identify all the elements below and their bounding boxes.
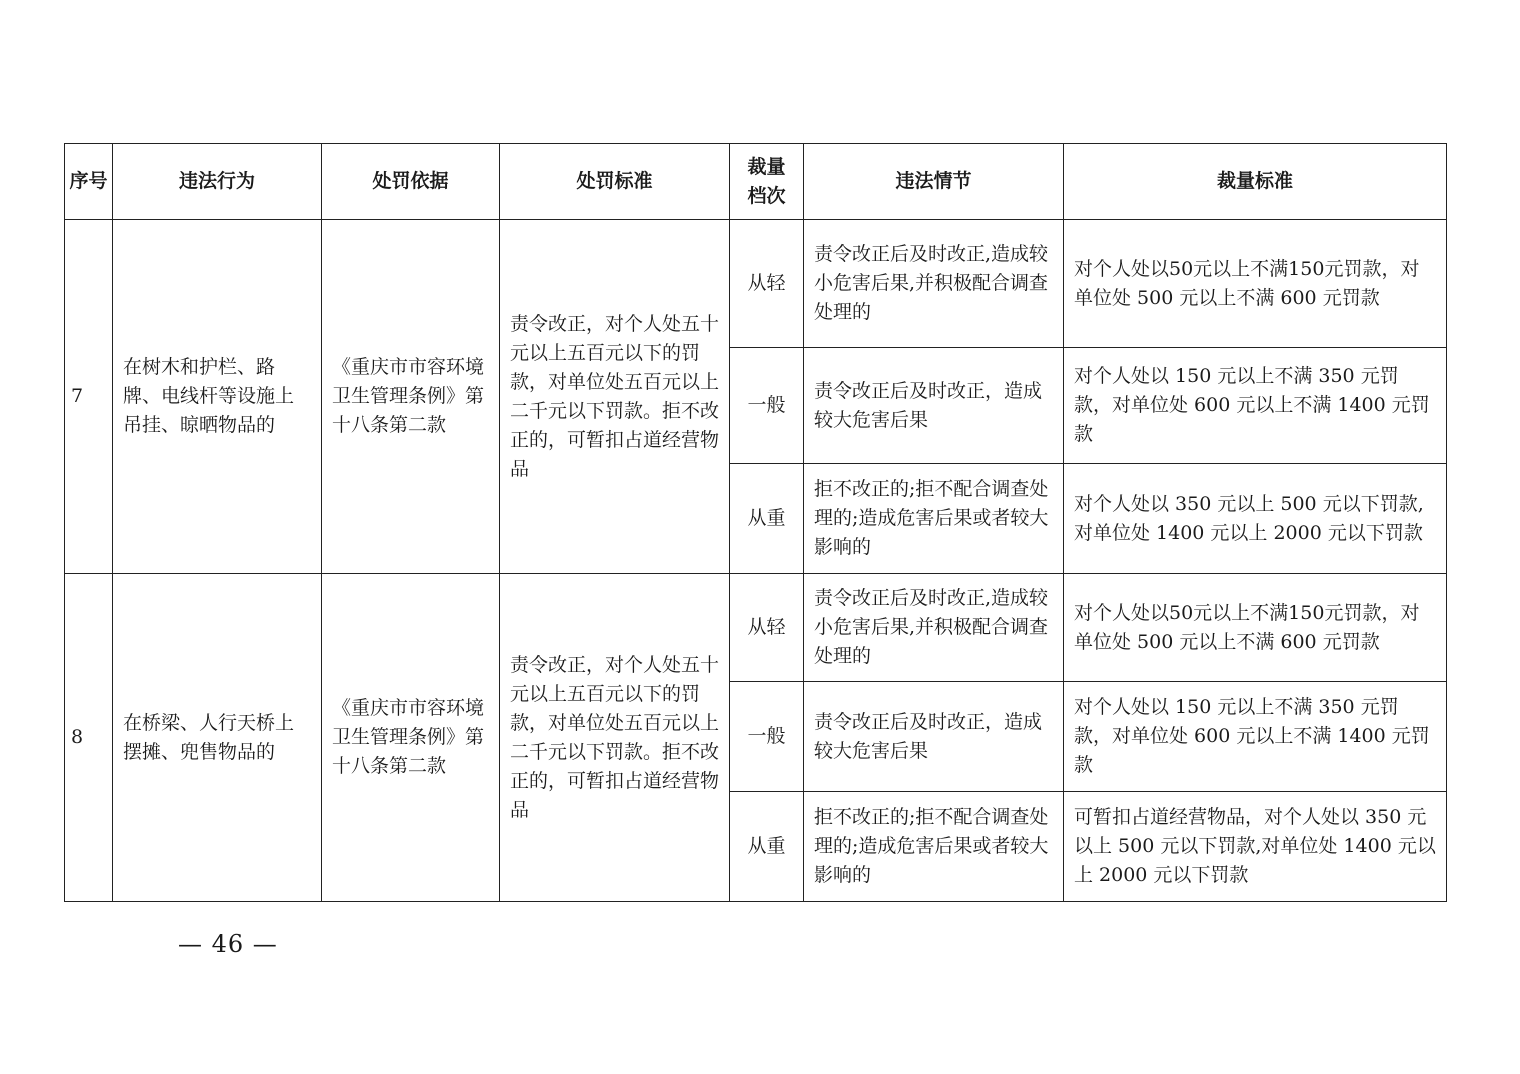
tier-level: 从轻: [730, 220, 804, 348]
tier-discretion: 对个人处以 150 元以上不满 350 元罚款，对单位处 600 元以上不满 1400 元罚款: [1064, 682, 1447, 792]
row-seq: 8: [65, 574, 113, 902]
tier-discretion: 对个人处以50元以上不满150元罚款，对单位处 500 元以上不满 600 元罚款: [1064, 574, 1447, 682]
row-seq: 7: [65, 220, 113, 574]
header-circumstance: 违法情节: [804, 144, 1064, 220]
tier-level: 从重: [730, 464, 804, 574]
tier-level: 一般: [730, 682, 804, 792]
row-basis: 《重庆市市容环境卫生管理条例》第十八条第二款: [322, 220, 500, 574]
table-header-row: [65, 144, 1447, 220]
tier-circumstance: 责令改正后及时改正,造成较小危害后果,并积极配合调查处理的: [804, 574, 1064, 682]
tier-level: 从重: [730, 792, 804, 902]
tier-level: 从轻: [730, 574, 804, 682]
tier-circumstance: 责令改正后及时改正,造成较小危害后果,并积极配合调查处理的: [804, 220, 1064, 348]
tier-circumstance: 责令改正后及时改正，造成较大危害后果: [804, 348, 1064, 464]
row-behavior: 在树木和护栏、路牌、电线杆等设施上吊挂、晾晒物品的: [113, 220, 322, 574]
header-level-line1: 裁量: [747, 155, 786, 178]
header-basis: 处罚依据: [322, 144, 500, 220]
tier-circumstance: 责令改正后及时改正，造成较大危害后果: [804, 682, 1064, 792]
header-seq: 序号: [65, 144, 113, 220]
row-behavior: 在桥梁、人行天桥上摆摊、兜售物品的: [113, 574, 322, 902]
header-behavior: 违法行为: [113, 144, 322, 220]
penalty-table: [64, 143, 1447, 902]
table-row: [65, 220, 1447, 348]
row-standard: 责令改正，对个人处五十元以上五百元以下的罚款，对单位处五百元以上二千元以下罚款。拒不改正的，可暂扣占道经营物品: [500, 220, 730, 574]
header-level: [730, 144, 804, 220]
header-standard: 处罚标准: [500, 144, 730, 220]
tier-discretion: 可暂扣占道经营物品，对个人处以 350 元以上 500 元以下罚款,对单位处 1400 元以上 2000 元以下罚款: [1064, 792, 1447, 902]
tier-discretion: 对个人处以50元以上不满150元罚款，对单位处 500 元以上不满 600 元罚款: [1064, 220, 1447, 348]
tier-discretion: 对个人处以 150 元以上不满 350 元罚款，对单位处 600 元以上不满 1400 元罚款: [1064, 348, 1447, 464]
tier-circumstance: 拒不改正的;拒不配合调查处理的;造成危害后果或者较大影响的: [804, 792, 1064, 902]
tier-level: 一般: [730, 348, 804, 464]
header-discretion: 裁量标准: [1064, 144, 1447, 220]
header-level-line2: 档次: [747, 184, 786, 207]
row-standard: 责令改正，对个人处五十元以上五百元以下的罚款，对单位处五百元以上二千元以下罚款。拒不改正的，可暂扣占道经营物品: [500, 574, 730, 902]
page-number: — 46 —: [178, 930, 278, 958]
tier-discretion: 对个人处以 350 元以上 500 元以下罚款,对单位处 1400 元以上 2000 元以下罚款: [1064, 464, 1447, 574]
tier-circumstance: 拒不改正的;拒不配合调查处理的;造成危害后果或者较大影响的: [804, 464, 1064, 574]
table-row: [65, 574, 1447, 682]
row-basis: 《重庆市市容环境卫生管理条例》第十八条第二款: [322, 574, 500, 902]
